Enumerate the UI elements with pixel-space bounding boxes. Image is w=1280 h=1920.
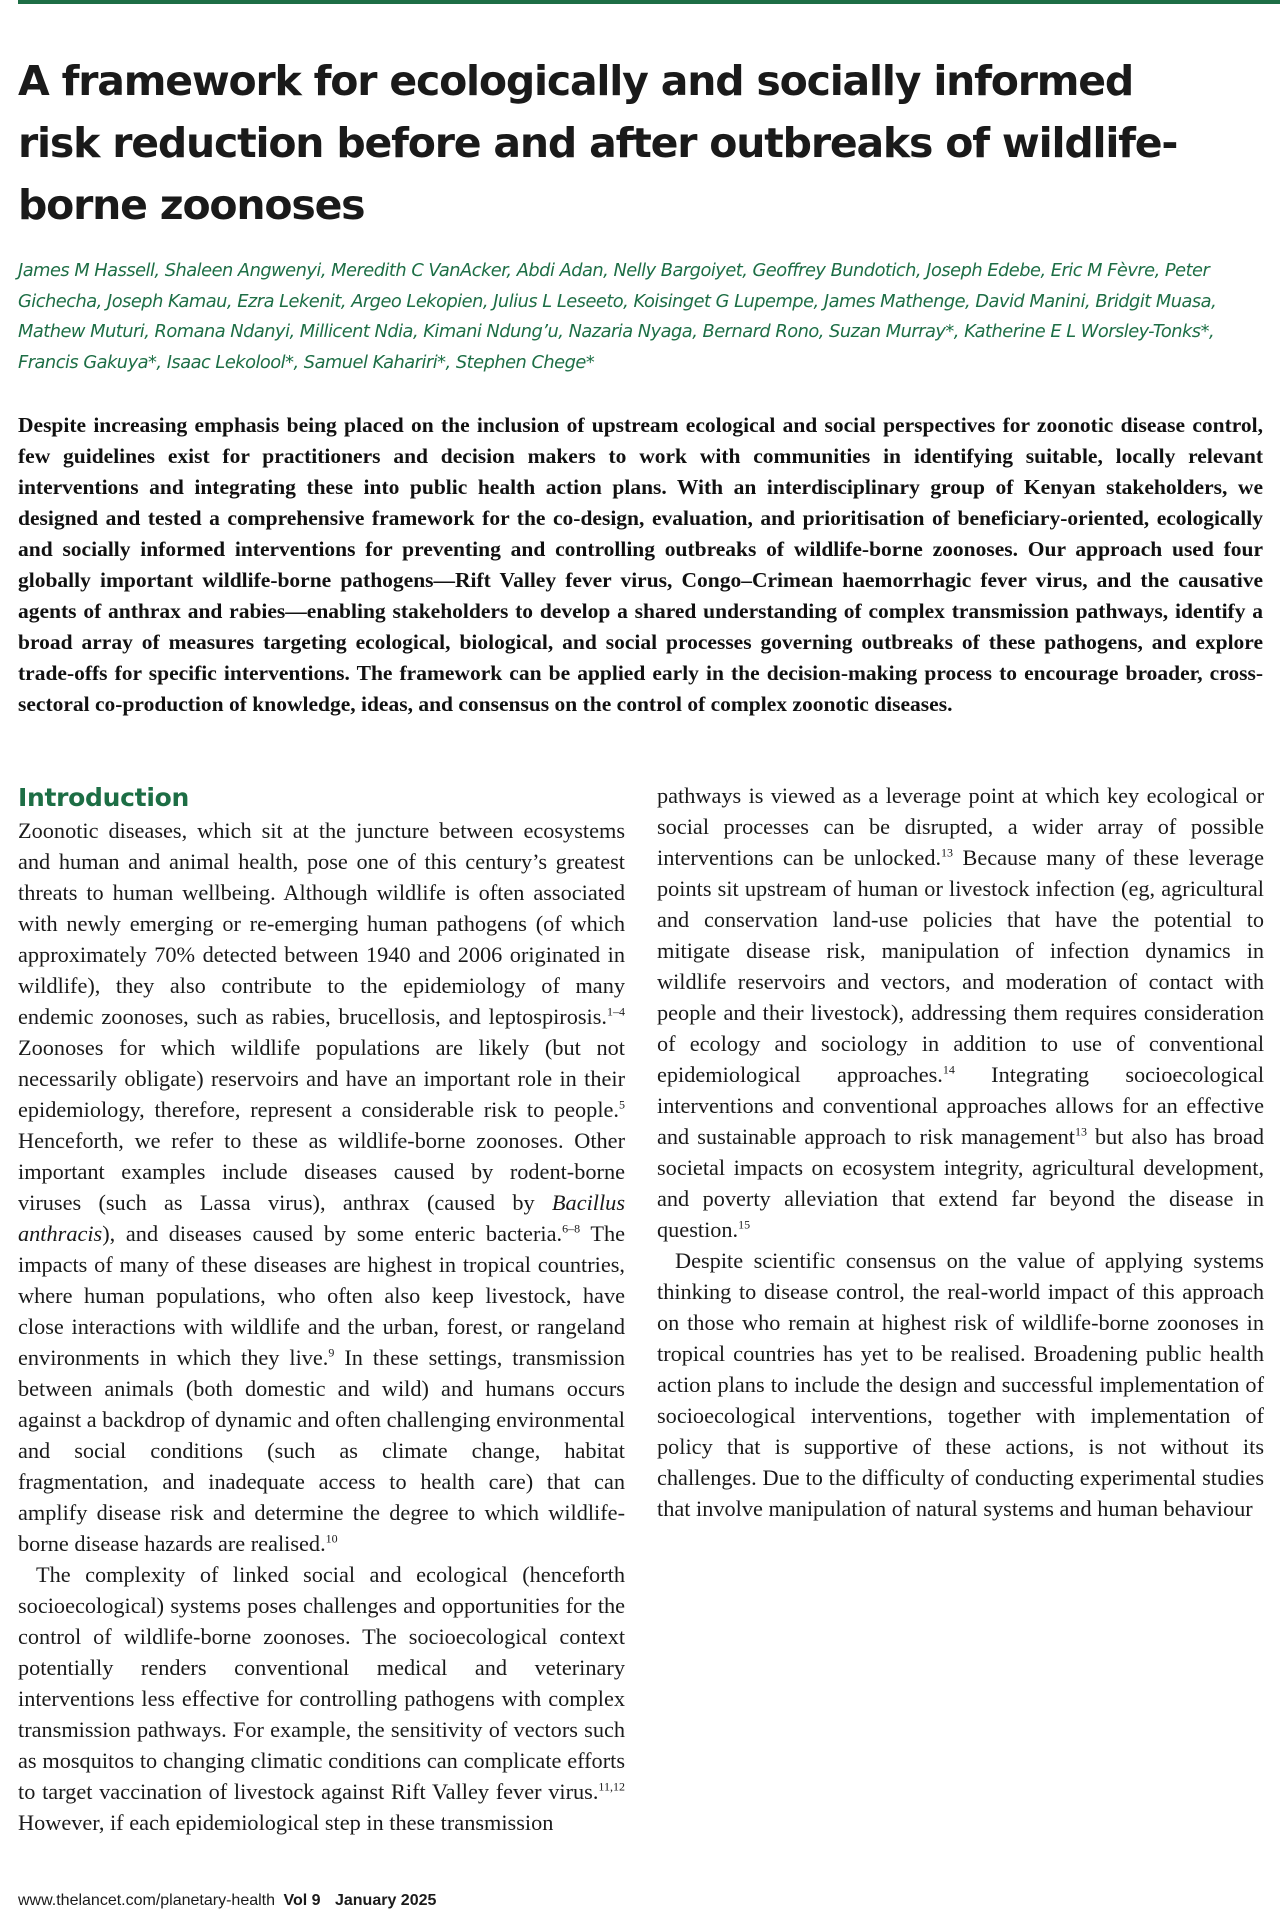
- citation: 9: [328, 1345, 335, 1360]
- author-list: James M Hassell, Shaleen Angwenyi, Meredith C VanAcker, Abdi Adan, Nelly Bargoiyet, Geoffrey Bundotich, Joseph Edebe, Eric M Fèvre, Peter Gichecha, Joseph Kamau, Ezra Lekenit, Argeo Lekopien, Julius L Leseeto, Koisinget G Lupempe, James Mathenge, David Manini, Bridgit Muasa, Mathew Muturi, Romana Ndanyi, Millicent Ndia, Kimani Ndung’u, Nazaria Nyaga, Bernard Rono, Suzan Murray*, Katherine E L Worsley-Tonks*, Francis Gakuya*, Isaac Lekolool*, Samuel Kahariri*, Stephen Chege*: [18, 260, 1217, 373]
- paragraph-1: Zoonotic diseases, which sit at the juncture between ecosystems and human and animal health, pose one of this century’s greatest threats to human wellbeing. Although wildlife is often associated with newly emerging or re-emerging human pathogens (of which approximately 70% detected between 1940 and 2006 originated in wildlife), they also contribute to the epidemiology of many endemic zoonoses, such as rabies, brucellosis, and leptospirosis.$^{1-4}$ Zoonoses for which wildlife populations are likely (but not necessarily obligate) reservoirs and have an important role in their epidemiology, therefore, represent a considerable risk to people.$^5$ Henceforth, we refer to these as wildlife-borne zoonoses. Other important examples include diseases caused by rodent-borne viruses (such as Lassa virus), anthrax (caused by Bacillus anthracis), and diseases caused by some enteric bacteria.$^{6-8}$ The impacts of many of these diseases are highest in tropical countries, where human populations, who often also keep livestock, have close interactions with wildlife and the urban, forest, or rangeland environments in which they live.$^9$ In these settings, transmission between animals (both domestic and wild) and humans occurs against a backdrop of dynamic and often challenging environmental and social conditions (such as climate change, habitat fragmentation, and inadequate access to health care) that can amplify disease risk and determine the degree to which wildlife-borne disease hazards are realised.$^{10}$: [18, 818, 626, 1556]
- right-column: [657, 780, 1264, 1524]
- journal-url[interactable]: www.thelancet.com/planetary-health: [18, 1892, 276, 1909]
- page-footer: [18, 1892, 818, 1910]
- paragraph-3: Despite scientific consensus on the value of applying systems thinking to disease control, the real-world impact of this approach on those who remain at highest risk of wildlife-borne zoonoses in tropical countries has yet to be realised. Broadening public health action plans to include the design and successful implementation of socioecological interventions, together with implementation of policy that is supportive of these actions, is not without its challenges. Due to the difficulty of conducting experimental studies that involve manipulation of natural systems and human behaviour: [657, 1248, 1264, 1521]
- top-rule: [18, 0, 1280, 4]
- species-name: Bacillus anthracis: [18, 1190, 625, 1246]
- volume: Vol 9: [283, 1892, 321, 1909]
- issue-date: January 2025: [334, 1892, 437, 1909]
- abstract: Despite increasing emphasis being placed on the inclusion of upstream ecological and social perspectives for zoonotic disease control, few guidelines exist for practitioners and decision makers to work with communities in identifying suitable, locally relevant interventions and integrating these into public health action plans. With an interdisciplinary group of Kenyan stakeholders, we designed and tested a comprehensive framework for the co-design, evaluation, and prioritisation of beneficiary-oriented, ecologically and socially informed interventions for preventing and controlling outbreaks of wildlife-borne zoonoses. Our approach used four globally important wildlife-borne pathogens—Rift Valley fever virus, Congo–Crimean haemorrhagic fever virus, and the causative agents of anthrax and rabies—enabling stakeholders to develop a shared understanding of complex transmission pathways, identify a broad array of measures targeting ecological, biological, and social processes governing outbreaks of these pathogens, and explore trade-offs for specific interventions. The framework can be applied early in the decision-making process to encourage broader, cross-sectoral co-production of knowledge, ideas, and consensus on the control of complex zoonotic diseases.: [18, 413, 1263, 716]
- left-column: [18, 780, 625, 1838]
- citation: 1–4: [607, 1004, 625, 1019]
- article-title: A framework for ecologically and socially informed risk reduction before and after outbreaks of wildlife-borne zoonoses: [18, 57, 1178, 229]
- paragraph-2: The complexity of linked social and ecological (henceforth socioecological) systems poses challenges and opportunities for the control of wildlife-borne zoonoses. The socioecological context potentially renders conventional medical and veterinary interventions less effective for controlling pathogens with complex transmission pathways. For example, the sensitivity of vectors such as mosquitos to changing climatic conditions can complicate efforts to target vaccination of livestock against Rift Valley fever virus.$^{11,12}$ However, if each epidemiological step in these transmission: [18, 1562, 626, 1835]
- section-heading-introduction: Introduction: [18, 783, 189, 812]
- paragraph-2: pathways is viewed as a leverage point at which key ecological or social processes can be disrupted, a wider array of possible interventions can be unlocked.$^{13}$ Because many of these leverage points sit upstream of human or livestock infection (eg, agricultural and conservation land-use policies that have the potential to mitigate disease risk, manipulation of infection dynamics in wildlife reservoirs and vectors, and moderation of contact with people and their livestock), addressing them requires consideration of ecology and sociology in addition to use of conventional epidemiological approaches.$^{14}$ Integrating socioecological interventions and conventional approaches allows for an effective and sustainable approach to risk management$^{13}$ but also has broad societal impacts on ecosystem integrity, agricultural development, and poverty alleviation that extend far beyond the disease in question.$^{15}$: [657, 783, 1265, 1242]
- citation: 5: [619, 1097, 625, 1112]
- citation: 10: [325, 1531, 338, 1546]
- citation: 6–8: [562, 1221, 581, 1236]
